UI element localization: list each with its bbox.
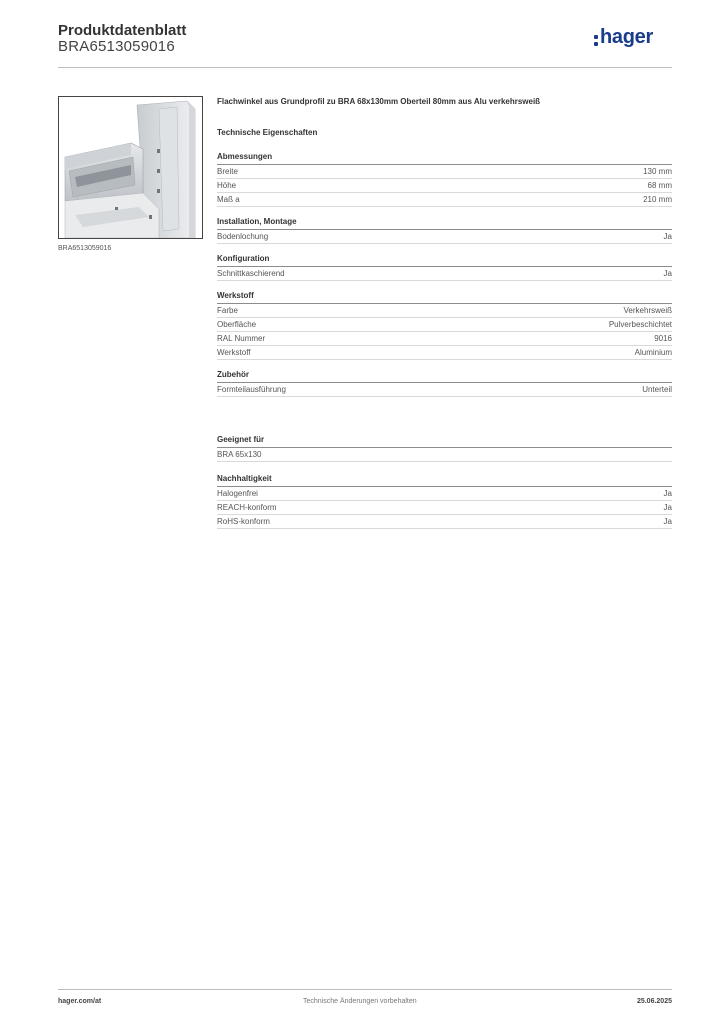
row-label: BRA 65x130 [217,450,262,459]
row-value: 130 mm [643,167,672,176]
technical-heading: Technische Eigenschaften [217,128,318,137]
header-divider [58,67,672,68]
table-row [217,267,672,281]
row-value: 9016 [654,334,672,343]
row-label: Breite [217,167,238,176]
footer-divider [58,989,672,990]
table-row [217,193,672,207]
product-image [58,96,203,239]
section-sustainability [217,474,672,529]
section-title: Zubehör [217,370,672,383]
table-row [217,304,672,318]
section-material [217,291,672,360]
row-label: RoHS-konform [217,517,270,526]
table-row [217,515,672,529]
section-title: Werkstoff [217,291,672,304]
datasheet-content [217,90,672,529]
footer-date: 25.06.2025 [636,998,672,1005]
row-value: Verkehrsweiß [623,306,672,315]
row-value: 68 mm [647,181,672,190]
row-value: Aluminium [634,348,672,357]
row-label: REACH-konform [217,503,277,512]
section-title: Installation, Montage [217,217,672,230]
row-value: Ja [663,503,672,512]
table-row [217,448,672,462]
product-description: Flachwinkel aus Grundprofil zu BRA 68x130mm Oberteil 80mm aus Alu verkehrsweiß [217,97,541,106]
table-row [217,165,672,179]
article-number: BRA6513059016 [58,38,175,55]
logo-dots-icon [594,35,598,49]
row-label: Maß a [217,195,240,204]
row-value: Ja [663,489,672,498]
table-row [217,230,672,244]
table-row [217,332,672,346]
row-label: Schnittkaschierend [217,269,285,278]
section-title: Nachhaltigkeit [217,474,672,487]
section-dimensions [217,152,672,207]
table-row [217,346,672,360]
hager-logo [594,28,676,54]
section-title: Abmessungen [217,152,672,165]
row-label: Formteilausführung [217,385,286,394]
section-title: Geeignet für [217,435,672,448]
page-title: Produktdatenblatt [58,22,187,39]
row-label: Halogenfrei [217,489,258,498]
row-value: Ja [663,232,672,241]
footer-note: Technische Änderungen vorbehalten [303,998,417,1005]
section-installation [217,217,672,244]
row-value: 210 mm [643,195,672,204]
section-accessories [217,370,672,397]
row-value: Unterteil [642,385,672,394]
table-row [217,179,672,193]
row-label: Werkstoff [217,348,251,357]
row-label: RAL Nummer [217,334,266,343]
row-value: Pulverbeschichtet [608,320,672,329]
row-label: Bodenlochung [217,232,269,241]
cable-duct-corner-icon [59,97,202,238]
row-label: Höhe [217,181,237,190]
table-row [217,501,672,515]
section-title: Konfiguration [217,254,672,267]
row-value: Ja [663,517,672,526]
logo-wordmark: hager [600,26,653,48]
section-suitable-for [217,435,672,462]
row-value: Ja [663,269,672,278]
table-row [217,383,672,397]
row-label: Oberfläche [217,320,257,329]
section-configuration [217,254,672,281]
footer-website[interactable]: hager.com/at [58,998,102,1005]
table-row [217,487,672,501]
image-caption: BRA6513059016 [58,245,112,252]
table-row [217,318,672,332]
row-label: Farbe [217,306,238,315]
